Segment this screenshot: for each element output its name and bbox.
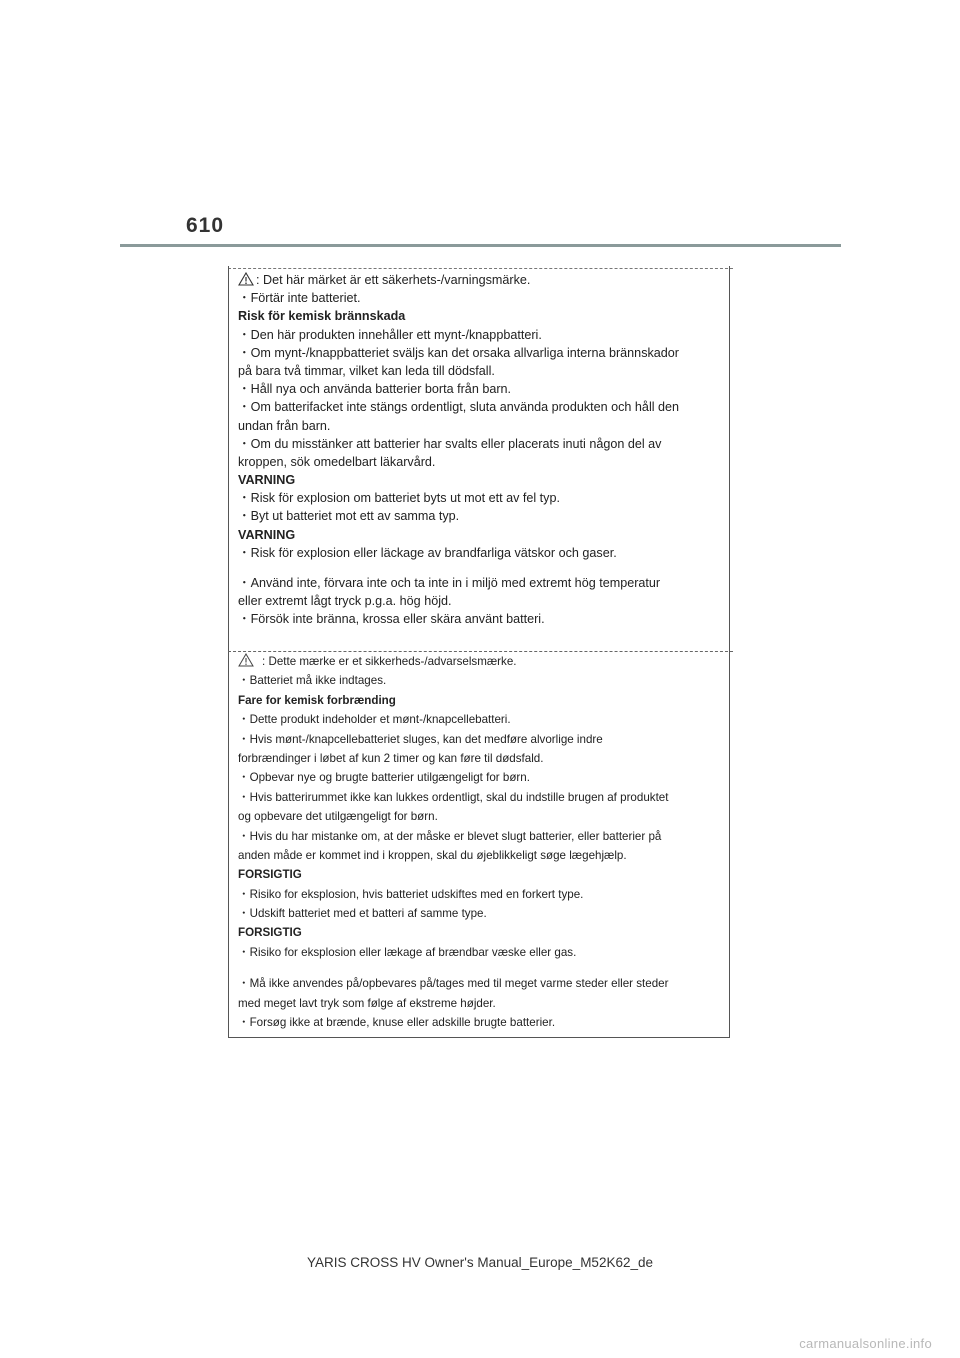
swedish-warning-section [238,271,718,629]
da-line: ・Dette produkt indeholder et mønt-/knapcellebatteri. [238,713,511,727]
da-line: anden måde er kommet ind i kroppen, skal du øjeblikkeligt søge lægehjælp. [238,848,627,862]
sv-line: ・Om batterifacket inte stängs ordentligt, sluta använda produkten och håll den [238,400,680,415]
sv-line: ・Den här produkten innehåller ett mynt-/knappbatteri. [238,327,542,342]
da-heading: FORSIGTIG [238,868,302,882]
header-rule [120,244,841,247]
da-line: ・Batteriet må ikke indtages. [238,674,387,688]
sv-heading: VARNING [238,527,296,542]
da-line: ・Udskift batteriet med et batteri af samme type. [238,907,487,921]
sv-line: på bara två timmar, vilket kan leda till dödsfall. [238,363,495,378]
da-line: ・Risiko for eksplosion, hvis batteriet udskiftes med en forkert type. [238,887,584,901]
sv-line: ・Använd inte, förvara inte och ta inte in i miljö med extremt hög temperatur [238,576,661,590]
sv-line: undan från barn. [238,418,331,433]
sv-line: ・Håll nya och använda batterier borta från barn. [238,382,512,397]
da-line: ・Må ikke anvendes på/opbevares på/tages med til meget varme steder eller steder [238,977,669,991]
da-line: ・Hvis du har mistanke om, at der måske er blevet slugt batterier, eller batterier på [238,829,662,843]
da-line-0 [238,652,718,671]
da-line: ・Hvis mønt-/knapcellebatteriet sluges, kan det medføre alvorlige indre [238,732,603,746]
sv-line-0 [238,271,718,289]
da-line: og opbevare det utilgængeligt for børn. [238,810,438,824]
sv-heading: VARNING [238,473,296,488]
sv-line: ・Risk för explosion om batteriet byts ut mot ett av fel typ. [238,491,560,506]
danish-warning-section [238,652,718,1032]
sv-heading: Risk för kemisk brännskada [238,309,406,324]
sv-gap [238,562,718,574]
da-gap [238,962,718,974]
da-line: ・Opbevar nye og brugte batterier utilgængeligt for børn. [238,771,530,785]
da-line: med meget lavt tryk som følge af ekstreme højder. [238,996,496,1010]
warning-triangle-icon [238,272,254,289]
sv-icon-caption: : Det här märket är ett säkerhets-/varningsmärke. [256,273,531,287]
sv-line: ・Om mynt-/knappbatteriet sväljs kan det orsaka allvarliga interna brännskador [238,345,679,360]
da-line: ・Hvis batterirummet ikke kan lukkes ordentligt, skal du indstille brugen af produktet [238,790,669,804]
sv-line: eller extremt lågt tryck p.g.a. hög höjd. [238,594,452,609]
da-heading: FORSIGTIG [238,926,302,940]
sv-line: ・Förtär inte batteriet. [238,291,361,306]
page-number: 610 [186,214,225,237]
da-line: ・Risiko for eksplosion eller lækage af brændbar væske eller gas. [238,945,577,959]
da-icon-caption: : Dette mærke er et sikkerheds-/advarselsmærke. [262,655,517,668]
sv-line: ・Byt ut batteriet mot ett av samma typ. [238,509,460,524]
da-heading: Fare for kemisk forbrænding [238,693,396,707]
warning-triangle-icon [238,653,254,671]
watermark[interactable]: carmanualsonline.info [799,1336,932,1351]
da-line: forbrændinger i løbet af kun 2 timer og kan føre til dødsfald. [238,751,544,765]
sv-line: ・Om du misstänker att batterier har svalts eller placerats inuti någon del av [238,436,662,451]
sv-line: ・Försök inte bränna, krossa eller skära använt batteri. [238,612,545,627]
da-line: ・Forsøg ikke at brænde, knuse eller adskille brugte batterier. [238,1016,556,1030]
sv-line: kroppen, sök omedelbart läkarvård. [238,454,436,469]
page-footer: YARIS CROSS HV Owner's Manual_Europe_M52K62_de [307,1255,653,1270]
sv-line: ・Risk för explosion eller läckage av brandfarliga vätskor och gaser. [238,545,617,560]
